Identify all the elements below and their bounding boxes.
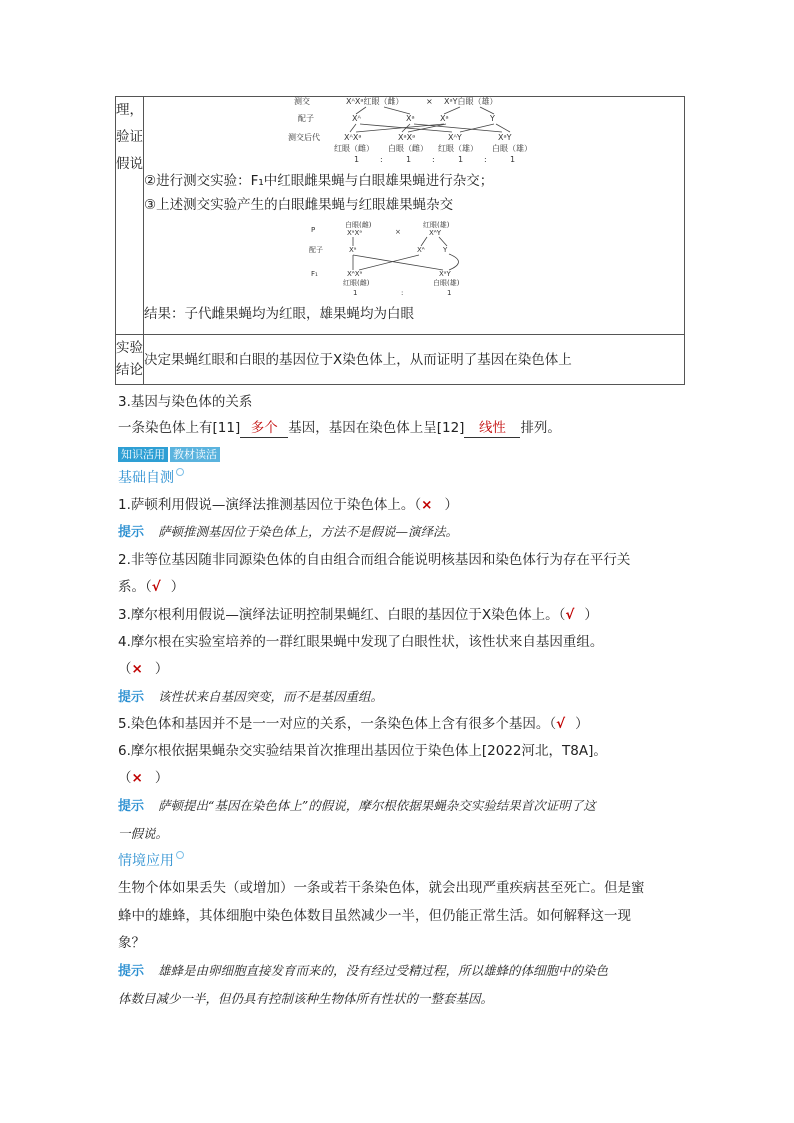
svg-text:Xᴬ: Xᴬ [352,114,361,123]
table-row-conclusion [116,335,685,385]
question-4-line-1: 4.摩尔根在实验室培养的一群红眼果蝇中发现了白眼性状，该性状来自基因重组。 [118,634,604,650]
svg-text:Xᵃ: Xᵃ [406,114,415,123]
situation-tip-line-1: 提示 雄蜂是由卵细胞直接发育而来的，没有经过受精过程，所以雄蜂的体细胞中的染色 [118,963,609,979]
svg-text::: : [432,155,435,164]
heading-circle-icon [176,468,184,476]
svg-text:测交后代: 测交后代 [288,133,320,142]
svg-text:配子: 配子 [298,114,314,123]
question-6-line-1: 6.摩尔根依据果蝇杂交实验结果首次推理出基因位于染色体上[2022河北，T8A]。 [118,743,607,759]
svg-text::: : [380,155,383,164]
svg-text:红眼(雌): 红眼(雌) [343,279,370,287]
conclusion-text: 决定果蝇红眼和白眼的基因位于X染色体上，从而证明了基因在染色体上 [144,351,572,368]
blank-12: 线性 [464,419,520,438]
mark-wrong-icon: × [131,770,143,786]
svg-text:XᴬY: XᴬY [429,229,442,237]
svg-text:1: 1 [447,289,452,297]
section-3-sentence: 一条染色体上有[11] 多个 基因，基因在染色体上呈[12] 线性 排列。 [118,420,561,436]
step-3-text: ③上述测交实验产生的白眼雌果蝇与红眼雄果蝇杂交 [144,197,454,213]
svg-text::: : [484,155,487,164]
mark-right-icon: √ [151,579,161,595]
svg-text:XᵃXᵃ: XᵃXᵃ [347,229,363,237]
svg-text:1: 1 [510,155,516,164]
svg-text:白眼（雌）: 白眼（雌） [388,144,428,153]
svg-text:1: 1 [406,155,412,164]
section-3-title: 3.基因与染色体的关系 [118,394,253,410]
question-4-line-2: （× ） [118,661,169,677]
svg-text:白眼（雄）: 白眼（雄） [492,144,532,153]
svg-text:红眼(雄): 红眼(雄) [423,221,450,229]
mark-right-icon: √ [565,607,575,623]
basic-test-heading: 基础自测 [118,468,184,487]
tag-textbook-read: 教材读活 [170,447,220,462]
svg-text:Xᴬ: Xᴬ [417,246,425,254]
svg-text:XᴬXᵃ: XᴬXᵃ [344,133,362,142]
result-text: 结果：子代雌果蝇均为红眼，雄果蝇均为白眼 [144,306,414,322]
svg-text:F₁: F₁ [311,270,318,278]
svg-text:×: × [426,97,433,106]
svg-text:配子: 配子 [309,246,323,254]
question-6-line-2: （× ） [118,770,169,786]
svg-text:红眼（雄）: 红眼（雄） [438,144,478,153]
tip-6-line-2: 一假说。 [118,826,169,841]
blank-11: 多个 [240,419,288,438]
svg-text:XᴬXᵃ: XᴬXᵃ [347,270,363,278]
question-2-line-1: 2.非等位基因随非同源染色体的自由组合而组合能说明核基因和染色体行为存在平行关 [118,552,631,568]
testcross-lines [350,107,510,132]
situation-line-2: 蜂中的雄蜂，其体细胞中染色体数目虽然减少一半，但仍能正常生活。如何解释这一现 [118,908,631,924]
svg-text:1: 1 [353,289,358,297]
svg-text:白眼(雄): 白眼(雄) [433,279,460,287]
svg-text:XᵃY: XᵃY [498,133,512,142]
svg-text:P: P [311,226,316,234]
heading-circle-icon [176,851,184,859]
row-content-conclusion [144,335,685,385]
svg-text:XᵃXᵃ: XᵃXᵃ [398,133,416,142]
table-row-verify [116,97,685,335]
svg-text:Y: Y [490,114,495,123]
mark-right-icon: √ [556,716,566,732]
svg-text:白眼(雌): 白眼(雌) [345,221,372,229]
row-label-conclusion: 实验 结论 [116,335,144,385]
svg-text:Xᵃ: Xᵃ [440,114,449,123]
testcross-diagram [284,97,684,167]
situation-line-3: 象？ [118,935,145,951]
svg-text::: : [401,289,404,297]
situation-heading: 情境应用 [118,851,184,870]
svg-text:1: 1 [354,155,360,164]
svg-text:XᴬXᵃ红眼（雌）: XᴬXᵃ红眼（雌） [346,97,404,106]
tip-1: 提示 萨顿推测基因位于染色体上，方法不是假说—演绎法。 [118,524,459,540]
svg-text:1: 1 [458,155,464,164]
svg-text:Xᵃ: Xᵃ [349,246,357,254]
svg-text:红眼（雌）: 红眼（雌） [334,144,374,153]
question-3: 3.摩尔根利用假说—演绎法证明控制果蝇红、白眼的基因位于X染色体上。（√ ） [118,607,598,623]
question-2-line-2: 系。（√ ） [118,579,185,595]
svg-text:测交: 测交 [294,97,310,106]
row-content-verify [144,97,685,335]
tip-6-line-1: 提示 萨顿提出“基因在染色体上”的假说，摩尔根依据果蝇杂交实验结果首次证明了这 [118,798,596,814]
tag-group [118,445,220,463]
tip-4: 提示 该性状来自基因突变，而不是基因重组。 [118,689,384,705]
svg-text:XᴬY: XᴬY [448,133,462,142]
svg-text:Y: Y [443,246,448,254]
svg-text:XᵃY白眼（雄）: XᵃY白眼（雄） [444,97,498,106]
question-5: 5.染色体和基因并不是一一对应的关系，一条染色体上含有很多个基因。（√ ） [118,716,589,732]
question-1: 1.萨顿利用假说—演绎法推测基因位于染色体上。（× ） [118,497,458,513]
reciprocal-cross-diagram [309,220,489,298]
step-2-text: ②进行测交实验：F₁中红眼雌果蝇与白眼雄果蝇进行杂交； [144,173,494,189]
svg-text:×: × [395,228,401,236]
experiment-table [115,96,685,385]
mark-wrong-icon: × [421,497,433,513]
tag-knowledge-use: 知识活用 [118,447,168,462]
mark-wrong-icon: × [131,661,143,677]
situation-tip-line-2: 体数目减少一半，但仍具有控制该种生物体所有性状的一整套基因。 [118,991,494,1006]
situation-line-1: 生物个体如果丢失（或增加）一条或若干条染色体，就会出现严重疾病甚至死亡。但是蜜 [118,880,645,896]
svg-text:XᵃY: XᵃY [439,270,451,278]
row-label-verify: 理， 验证 假说 [116,97,144,335]
